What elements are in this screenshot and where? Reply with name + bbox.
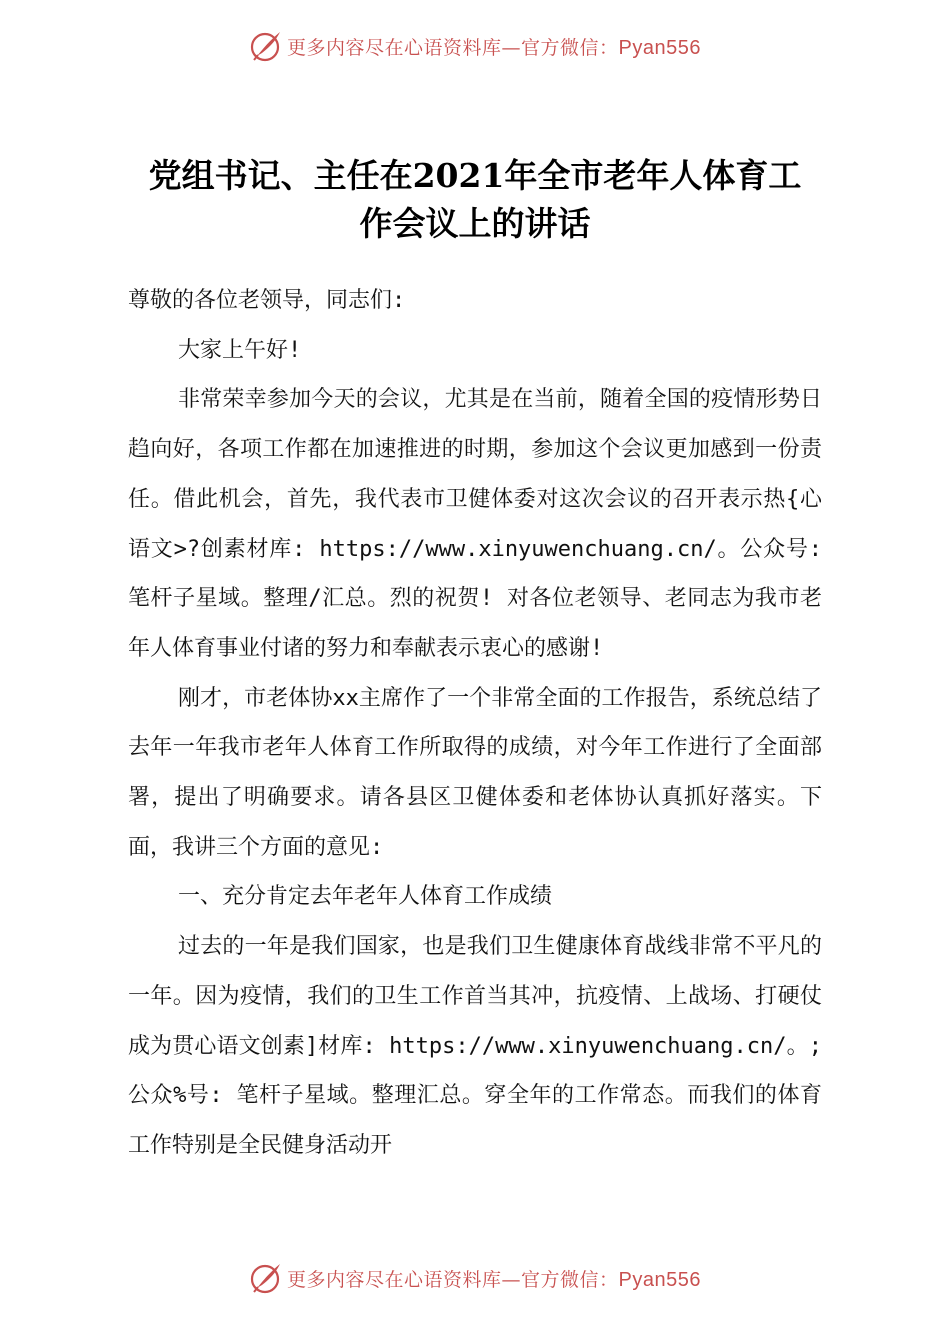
header-text: 更多内容尽在心语资料库—官方微信：Pyan556 xyxy=(287,36,701,59)
speech-body xyxy=(128,276,822,1171)
footer-text: 更多内容尽在心语资料库—官方微信：Pyan556 xyxy=(287,1268,701,1291)
header-watermark xyxy=(0,26,950,66)
header-wechat-id: Pyan556 xyxy=(618,36,701,59)
title-line-1: 党组书记、主任在2021年全市老年人体育工 xyxy=(148,156,802,195)
greeting: 大家上午好! xyxy=(178,337,302,363)
quill-logo-icon xyxy=(249,29,283,63)
salutation: 尊敬的各位老领导，同志们: xyxy=(128,288,406,313)
title-line-2: 作会议上的讲话 xyxy=(359,204,591,243)
paragraph: 非常荣幸参加今天的会议，尤其是在当前，随着全国的疫情形势日趋向好，各项工作都在加速推进的时期，参加这个会议更加感到一份责任。借此机会，首先，我代表市卫健体委对这次会议的召开表示热{心语文>?创素材库: https://www.xinyuwenchuang.cn/。公众号: 笔杆子星域。整理/汇总。烈的祝贺! 对各位老领导、老同志为我市老年人体育事业付诸的努力和奉献表示衷心的感谢! xyxy=(128,387,822,661)
footer-wechat-id: Pyan556 xyxy=(618,1268,701,1291)
paragraph: 过去的一年是我们国家，也是我们卫生健康体育战线非常不平凡的一年。因为疫情，我们的卫生工作首当其冲，抗疫情、上战场、打硬仗成为贯心语文创素]材库: https://www.xinyuwenchuang.cn/。;公众%号: 笔杆子星域。整理汇总。穿全年的工作常态。而我们的体育工作特别是全民健身活动开 xyxy=(128,934,822,1158)
section-heading: 一、充分肯定去年老年人体育工作成绩 xyxy=(178,884,553,910)
footer-watermark xyxy=(0,1258,950,1298)
page-title xyxy=(110,152,840,248)
quill-logo-icon xyxy=(249,1261,283,1295)
paragraph: 刚才，市老体协xx主席作了一个非常全面的工作报告，系统总结了去年一年我市老年人体育工作所取得的成绩，对今年工作进行了全面部署，提出了明确要求。请各县区卫健体委和老体协认真抓好落实。下面，我讲三个方面的意见: xyxy=(128,685,822,860)
